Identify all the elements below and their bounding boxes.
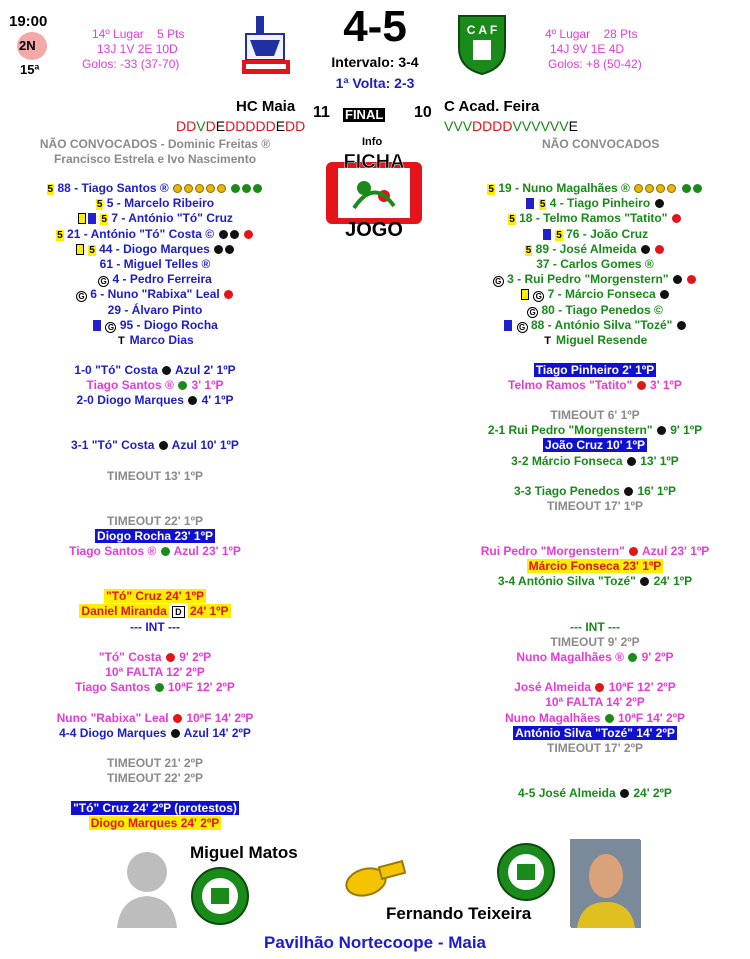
roster-player: G 88 - António Silva "Tozé": [440, 318, 750, 333]
event: 10ª FALTA 12' 2ºP: [105, 665, 205, 679]
jogo-text: JOGO: [345, 219, 403, 240]
event: 3-1 "Tó" Costa Azul 10' 1ºP: [71, 438, 239, 452]
roster-player: 61 - Miguel Telles ®: [99, 257, 211, 271]
home-record: 13J 1V 2E 10D: [97, 42, 178, 56]
event: 1-0 "Tó" Costa Azul 2' 1ºP: [74, 363, 236, 377]
event: João Cruz 10' 1ºP: [545, 438, 645, 452]
roster-player: 5 76 - João Cruz: [440, 227, 750, 241]
home-not-called: NÃO CONVOCADOS - Dominic Freitas ®: [39, 137, 271, 151]
event: 3-3 Tiago Penedos 16' 1ºP: [513, 484, 677, 498]
event: 3-2 Márcio Fonseca 13' 1ºP: [511, 454, 679, 468]
roster-player: G 7 - Márcio Fonseca: [440, 287, 750, 302]
event: "Tó" Cruz 24' 2ºP (protestos): [73, 801, 237, 815]
event: Tiago Santos ® 3' 1ºP: [86, 378, 224, 392]
roster-player: G 95 - Diogo Rocha: [0, 318, 310, 333]
event: Diogo Rocha 23' 1ºP: [97, 529, 213, 543]
ficha-jogo-link[interactable]: [324, 148, 424, 240]
referee-2-association-logo: [497, 842, 555, 902]
event: Telmo Ramos "Tatito" 3' 1ºP: [508, 378, 682, 392]
event: 3-4 António Silva "Tozé" 24' 1ºP: [497, 574, 693, 588]
venue-name: Pavilhão Nortecoope - Maia: [264, 933, 486, 952]
interval-marker: --- INT ---: [570, 620, 620, 634]
ficha-text: FICHA: [343, 151, 405, 173]
referee-2-name: Fernando Teixeira: [386, 904, 532, 923]
event: Tiago Pinheiro 2' 1ºP: [535, 363, 655, 377]
roster-player: 5 7 - António "Tó" Cruz: [0, 211, 310, 225]
roster-player: 37 - Carlos Gomes ®: [536, 257, 654, 271]
event: Daniel Miranda D 24' 1ºP: [81, 604, 229, 618]
whistle-icon: [342, 858, 406, 898]
event: Tiago Santos 10ªF 12' 2ºP: [75, 680, 235, 694]
home-goals: Golos: -33 (37-70): [82, 57, 180, 71]
referee-1-avatar: [112, 842, 182, 928]
event: Rui Pedro "Morgenstern" Azul 23' 1ºP: [480, 544, 710, 558]
event: António Silva "Tozé" 14' 2ºP: [515, 726, 675, 740]
round-label: 15ª: [20, 62, 40, 77]
event: Márcio Fonseca 23' 1ºP: [528, 559, 662, 573]
event: Nuno "Rabixa" Leal 10ªF 14' 2ºP: [56, 711, 254, 725]
svg-text:C A F: C A F: [466, 23, 498, 37]
away-team-name: C Acad. Feira: [444, 98, 540, 115]
final-badge: FINAL: [345, 107, 384, 122]
away-final-score: 10: [414, 104, 432, 121]
home-position: 14º Lugar 5 Pts: [92, 27, 185, 41]
away-position: 4º Lugar 28 Pts: [545, 27, 638, 41]
home-final-score: 11: [313, 104, 330, 121]
event: 2-0 Diogo Marques 4' 1ºP: [76, 393, 234, 407]
away-record: 14J 9V 1E 4D: [550, 42, 625, 56]
referee-1-name: Miguel Matos: [190, 843, 298, 862]
referee-1-association-logo: [191, 866, 249, 926]
roster-player: T Miguel Resende: [544, 333, 648, 347]
roster-player: G 6 - Nuno "Rabixa" Leal: [0, 287, 310, 302]
event: Nuno Magalhães 10ªF 14' 2ºP: [504, 711, 686, 725]
home-form: DDVDEDDDDDEDD: [176, 118, 306, 134]
event: 2-1 Rui Pedro "Morgenstern" 9' 1ºP: [487, 423, 703, 437]
away-crest-logo: [455, 12, 509, 76]
roster-player: 5 21 - António "Tó" Costa ©: [0, 227, 310, 241]
event: "Tó" Cruz 24' 1ºP: [106, 589, 204, 603]
roster-player: G 80 - Tiago Penedos ©: [440, 303, 750, 318]
event: 4-4 Diogo Marques Azul 14' 2ºP: [59, 726, 251, 740]
home-team-name: HC Maia: [236, 98, 296, 115]
event: "Tó" Costa 9' 2ºP: [98, 650, 212, 664]
roster-player: 5 44 - Diogo Marques: [0, 242, 310, 256]
roster-player: T Marco Dias: [117, 333, 194, 347]
interval-marker: --- INT ---: [130, 620, 180, 634]
roster-player: 5 5 - Marcelo Ribeiro: [96, 196, 215, 211]
event: 4-5 José Almeida 24' 2ºP: [518, 786, 672, 800]
referee-2-photo: [570, 839, 640, 927]
event: 10ª FALTA 14' 2ºP: [545, 695, 645, 709]
event: Tiago Santos ® Azul 23' 1ºP: [69, 544, 241, 558]
home-crest-logo: [238, 14, 294, 78]
division-badge: 2N: [17, 32, 47, 60]
timeout-event: TIMEOUT 22' 1ºP: [107, 514, 203, 528]
roster-player: 5 18 - Telmo Ramos "Tatito": [440, 211, 750, 225]
away-goals: Golos: +8 (50-42): [548, 57, 642, 71]
timeout-event: TIMEOUT 17' 1ºP: [547, 499, 643, 513]
event: Diogo Marques 24' 2ºP: [90, 816, 220, 830]
timeout-event: TIMEOUT 22' 2ºP: [107, 771, 203, 785]
roster-player: 29 - Álvaro Pinto: [107, 302, 203, 317]
timeout-event: TIMEOUT 21' 2ºP: [107, 756, 203, 770]
roster-player: 5 88 - Tiago Santos ®: [0, 181, 310, 195]
first-leg-score: 1ª Volta: 2-3: [335, 75, 415, 91]
roster-player: 5 89 - José Almeida: [440, 242, 750, 256]
away-not-called: NÃO CONVOCADOS: [542, 137, 660, 151]
roster-player: 5 4 - Tiago Pinheiro: [440, 196, 750, 210]
timeout-event: TIMEOUT 13' 1ºP: [107, 469, 203, 483]
timeout-event: TIMEOUT 17' 2ºP: [547, 741, 643, 755]
away-form: VVVDDDDVVVVVVE: [444, 118, 578, 134]
event: José Almeida 10ªF 12' 2ºP: [514, 680, 676, 694]
timeout-event: TIMEOUT 6' 1ºP: [550, 408, 640, 422]
match-score: 4-5: [343, 2, 407, 51]
roster-player: 5 19 - Nuno Magalhães ®: [440, 181, 750, 195]
event: Nuno Magalhães ® 9' 2ºP: [516, 650, 674, 664]
roster-player: G 3 - Rui Pedro "Morgenstern": [440, 272, 750, 287]
home-not-called-names: Francisco Estrela e Ivo Nascimento: [53, 152, 257, 166]
match-time: 19:00: [9, 13, 48, 30]
halftime-score: Intervalo: 3-4: [331, 54, 419, 70]
timeout-event: TIMEOUT 9' 2ºP: [550, 635, 640, 649]
info-label: Info: [362, 136, 383, 148]
roster-player: G 4 - Pedro Ferreira: [0, 272, 310, 287]
